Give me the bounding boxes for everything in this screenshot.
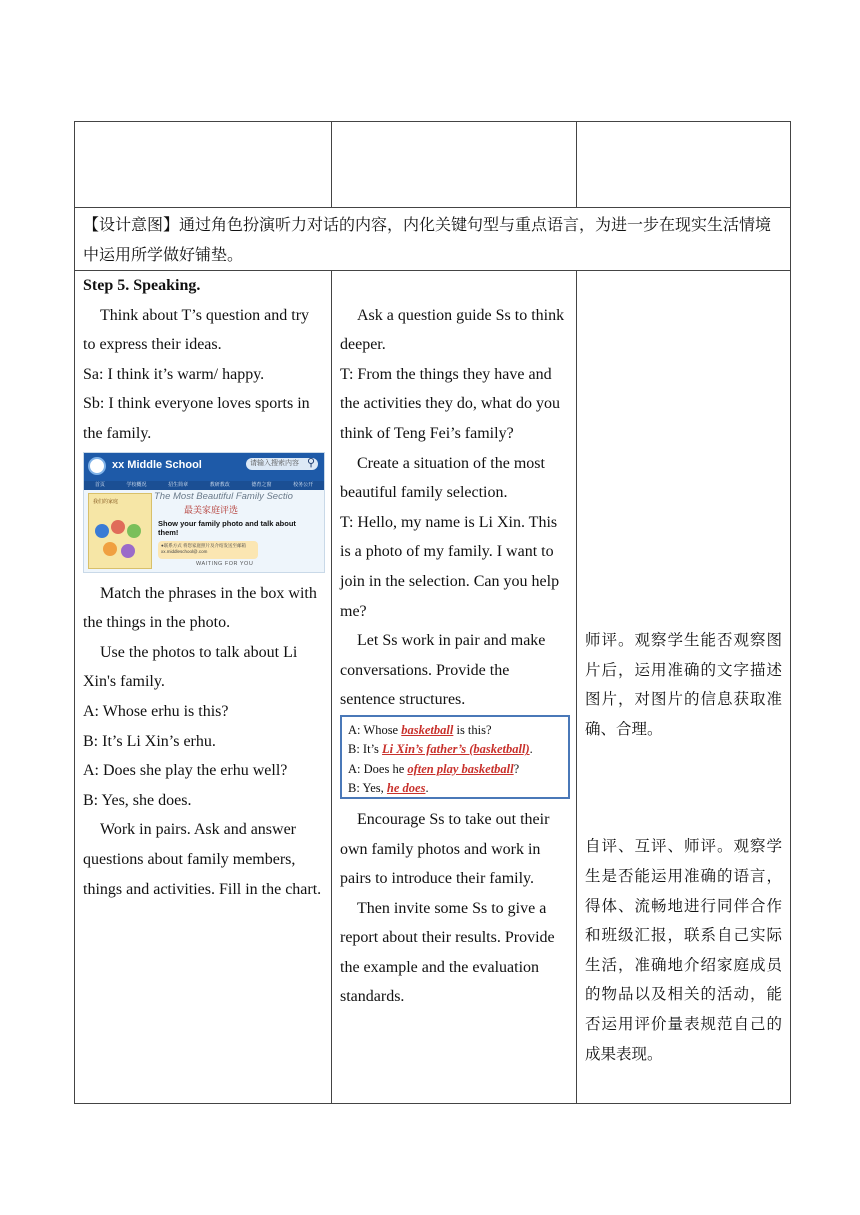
school-name: xx Middle School bbox=[112, 458, 202, 471]
design-intent-row bbox=[75, 208, 791, 271]
sa-line: Sa: I think it’s warm/ happy. bbox=[83, 365, 265, 383]
contact-box: ●联系方式 将您家庭照片及介绍发送至邮箱 xx.middleschool@.com bbox=[158, 541, 258, 559]
encourage-text: Encourage Ss to take out their own family photos and work in pairs to introduce their family. bbox=[340, 810, 550, 888]
banner-subtitle: Show your family photo and talk about them! bbox=[158, 518, 296, 537]
family-member-figure bbox=[111, 520, 125, 534]
school-website-image bbox=[83, 452, 325, 573]
banner-chinese-title: 最美家庭评选 bbox=[184, 505, 239, 516]
design-intent-text: 【设计意图】通过角色扮演听力对话的内容，内化关键句型与重点语言，为进一步在现实生活情境中运用所学做好铺垫。 bbox=[75, 208, 791, 271]
spacer bbox=[585, 744, 782, 832]
speaking-step-row bbox=[75, 271, 791, 1104]
structure-line-1: A: Whose basketball is this? bbox=[348, 722, 492, 737]
evaluation-cell bbox=[577, 271, 791, 1104]
blank-row bbox=[75, 122, 791, 208]
blank-cell bbox=[577, 122, 791, 208]
step-heading: Step 5. Speaking. bbox=[83, 277, 201, 294]
answer-basketball: basketball bbox=[401, 722, 454, 737]
dialogue-line-a2: A: Does she play the erhu well? bbox=[83, 762, 288, 780]
site-nav bbox=[84, 481, 324, 490]
site-nav-item: 学校概况 bbox=[126, 481, 147, 488]
structure-line-3: A: Does he often play basketball? bbox=[348, 761, 520, 776]
dialogue-line-b1: B: It’s Li Xin’s erhu. bbox=[83, 732, 216, 750]
poster-title: 我们的家庭 bbox=[93, 498, 119, 505]
match-text: Match the phrases in the box with the things in the photo. bbox=[83, 584, 317, 632]
family-member-figure bbox=[103, 542, 117, 556]
dialogue-line-b2: B: Yes, she does. bbox=[83, 791, 192, 809]
pair-work-text: Work in pairs. Ask and answer questions about family members, things and activities. Fill in the chart. bbox=[83, 821, 322, 898]
structure-line-2: B: It’s Li Xin’s father’s (basketball). bbox=[348, 742, 533, 757]
teacher-question-text: T: From the things they have and the activities they do, what do you think of Teng Fei’s family? bbox=[340, 365, 560, 442]
site-nav-item: 招生简章 bbox=[168, 481, 189, 488]
dialogue-line-a1: A: Whose erhu is this? bbox=[83, 702, 229, 720]
answer-activity: often play basketball bbox=[407, 761, 514, 776]
evaluation-text-1: 师评。观察学生能否观察图片后，运用准确的文字描述图片，对图片的信息获取准确、合理。 bbox=[585, 631, 782, 738]
site-nav-item: 首页 bbox=[94, 481, 105, 488]
family-member-figure bbox=[127, 524, 141, 538]
invite-report-text: Then invite some Ss to give a report about their results. Provide the example and the evaluation standards. bbox=[340, 899, 555, 1006]
search-icon: ⚲ bbox=[306, 456, 315, 469]
family-member-figure bbox=[121, 544, 135, 558]
blank-cell bbox=[332, 122, 577, 208]
blank-cell bbox=[75, 122, 332, 208]
teacher-activity-cell bbox=[332, 271, 577, 1104]
banner-title: The Most Beautiful Family Sectio bbox=[154, 490, 293, 502]
create-situation-text: Create a situation of the most beautiful family selection. bbox=[340, 454, 545, 502]
evaluation-text-2: 自评、互评、师评。观察学生是否能运用准确的语言，得体、流畅地进行同伴合作和班级汇报，联系自己实际生活，准确地介绍家庭成员的物品以及相关的活动，能否运用评价量表规范自己的成果表现。 bbox=[585, 837, 782, 1063]
structure-line-4: B: Yes, he does. bbox=[348, 781, 429, 796]
banner-footer: WAITING FOR YOU bbox=[196, 560, 254, 567]
family-member-figure bbox=[95, 524, 109, 538]
teacher-intro-text: T: Hello, my name is Li Xin. This is a photo of my family. I want to join in the selection. Can you help me? bbox=[340, 513, 560, 620]
student-activity-cell bbox=[75, 271, 332, 1104]
site-search-box: 请输入搜索内容 bbox=[246, 458, 318, 470]
ask-question-text: Ask a question guide Ss to think deeper. bbox=[340, 306, 565, 354]
site-nav-item: 德育之窗 bbox=[251, 481, 272, 488]
site-nav-item: 校务公开 bbox=[293, 481, 314, 488]
site-nav-item: 教研教改 bbox=[209, 481, 230, 488]
think-text: Think about T’s question and try to express their ideas. bbox=[83, 306, 310, 354]
lesson-plan-table bbox=[74, 121, 791, 1104]
sb-line: Sb: I think everyone loves sports in the family. bbox=[83, 395, 310, 442]
answer-short: he does bbox=[386, 781, 426, 796]
school-logo-icon bbox=[88, 457, 106, 475]
spacer bbox=[340, 271, 568, 301]
sentence-structure-box bbox=[340, 715, 570, 799]
use-photos-text: Use the photos to talk about Li Xin's family. bbox=[83, 643, 298, 691]
spacer bbox=[585, 271, 782, 626]
pair-conversation-text: Let Ss work in pair and make conversations. Provide the sentence structures. bbox=[340, 632, 546, 709]
family-poster-image bbox=[88, 493, 152, 569]
answer-owner: Li Xin’s father’s (basketball) bbox=[382, 742, 530, 757]
